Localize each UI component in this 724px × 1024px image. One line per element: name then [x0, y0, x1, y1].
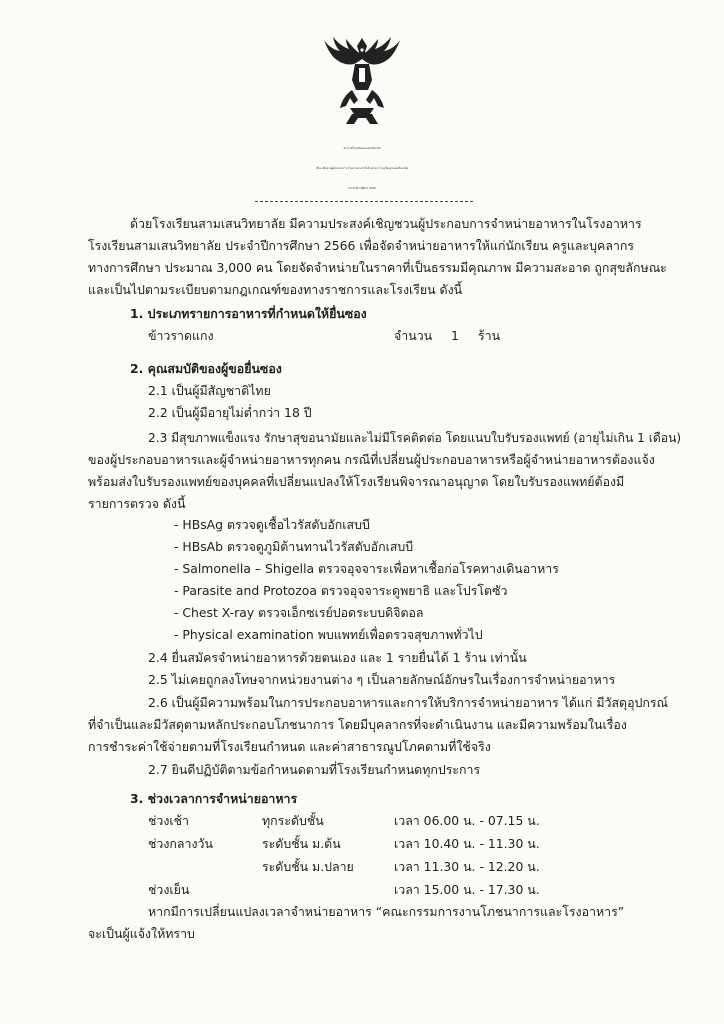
garuda-emblem-icon [322, 34, 402, 126]
schedule-period: ช่วงเช้า [148, 813, 190, 828]
qualification-item: 2.3 มีสุขภาพแข็งแรง รักษาสุขอนามัยและไม่มีโรคติดต่อ โดยแนบใบรับรองแพทย์ (อายุไม่เกิน 1 เดือน) [148, 431, 682, 445]
qualification-item: พร้อมส่งใบรับรองแพทย์ของบุคคลที่เปลี่ยนแปลงให้โรงเรียนพิจารณาอนุญาต โดยใบรับรองแพทย์ต้องมี [88, 474, 625, 489]
schedule-time: เวลา 10.40 น. - 11.30 น. [394, 836, 540, 851]
medical-test-item: - HBsAg ตรวจดูเชื้อไวรัสตับอักเสบบี [174, 517, 370, 532]
amount-value: 1 [451, 328, 459, 343]
qualification-item: ของผู้ประกอบอาหารและผู้จำหน่ายอาหารทุกคน กรณีที่เปลี่ยนผู้ประกอบอาหารหรือผู้จำหน่ายอาหารต้องแจ้ง [88, 452, 655, 467]
intro-line: ด้วยโรงเรียนสามเสนวิทยาลัย มีความประสงค์เชิญชวนผู้ประกอบการจำหน่ายอาหารในโรงอาหาร [130, 216, 642, 231]
academic-year: ประจำปีการศึกษา 2566 [348, 187, 376, 190]
medical-test-item: - Parasite and Protozoa ตรวจอุจจาระดูพยาธิ และโปรโตซัว [174, 583, 508, 598]
schedule-level: ระดับชั้น ม.ต้น [262, 836, 341, 851]
schedule-period: ช่วงเย็น [148, 882, 190, 897]
schedule-time: เวลา 15.00 น. - 17.30 น. [394, 882, 540, 897]
qualification-item: รายการตรวจ ดังนี้ [88, 496, 186, 511]
medical-test-item: - Physical examination พบแพทย์เพื่อตรวจสุขภาพทั่วไป [174, 627, 483, 642]
medical-test-item: - Chest X-ray ตรวจเอ็กซเรย์ปอดระบบดิจิตอล [174, 605, 424, 620]
schedule-level: ทุกระดับชั้น [262, 813, 324, 828]
amount-label: จำนวน [394, 328, 433, 343]
announcement-subject: เรื่อง เชิญชวนผู้ประกอบการ จำหน่ายอาหารในโรงอาหาร โรงเรียนสามเสนวิทยาลัย [315, 167, 409, 170]
schedule-note: หากมีการเปลี่ยนแปลงเวลาจำหน่ายอาหาร “คณะกรรมการงานโภชนาการและโรงอาหาร” [148, 904, 625, 919]
intro-line: โรงเรียนสามเสนวิทยาลัย ประจำปีการศึกษา 2566 เพื่อจัดจำหน่ายอาหารให้แก่นักเรียน ครูและบุคลากร [88, 238, 635, 253]
qualification-item: 2.5 ไม่เคยถูกลงโทษจากหน่วยงานต่าง ๆ เป็นลายลักษณ์อักษรในเรื่องการจำหน่ายอาหาร [148, 672, 616, 687]
food-item: ข้าวราดแกง [148, 328, 214, 343]
schedule-level: ระดับชั้น ม.ปลาย [262, 859, 354, 874]
intro-line: และเป็นไปตามระเบียบตามกฎเกณฑ์ของทางราชการและโรงเรียน ดังนี้ [88, 282, 463, 297]
qualification-item: ที่จำเป็นและมีวัสดุตามหลักประกอบโภชนาการ โดยมีบุคลากรที่จะดำเนินงาน และมีความพร้อมในเรื่อง [88, 717, 627, 732]
section3-heading: 3. ช่วงเวลาการจำหน่ายอาหาร [130, 791, 298, 806]
qualification-item: 2.2 เป็นผู้มีอายุไม่ต่ำกว่า 18 ปี [148, 405, 312, 420]
qualification-item: 2.1 เป็นผู้มีสัญชาติไทย [148, 383, 271, 398]
section2-heading: 2. คุณสมบัติของผู้ขอยื่นซอง [130, 361, 282, 376]
section1-heading: 1. ประเภทรายการอาหารที่กำหนดให้ยื่นซอง [130, 306, 367, 321]
schedule-note: จะเป็นผู้แจ้งให้ทราบ [88, 926, 195, 941]
schedule-time: เวลา 11.30 น. - 12.20 น. [394, 859, 540, 874]
medical-test-item: - HBsAb ตรวจดูภูมิต้านทานไวรัสตับอักเสบบี [174, 539, 414, 554]
qualification-item: 2.4 ยื่นสมัครจำหน่ายอาหารด้วยตนเอง และ 1 รายยื่นได้ 1 ร้าน เท่านั้น [148, 650, 527, 665]
schedule-period: ช่วงกลางวัน [148, 836, 213, 851]
qualification-item: การชำระค่าใช้จ่ายตามที่โรงเรียนกำหนด และค่าสาธารณูปโภคตามที่ใช้จริง [88, 739, 491, 754]
amount-unit: ร้าน [478, 328, 501, 343]
title-divider [255, 201, 473, 202]
schedule-time: เวลา 06.00 น. - 07.15 น. [394, 813, 540, 828]
qualification-item: 2.6 เป็นผู้มีความพร้อมในการประกอบอาหารและการให้บริการจำหน่ายอาหาร ได้แก่ มีวัสดุอุปกรณ์ [148, 695, 669, 710]
intro-line: ทางการศึกษา ประมาณ 3,000 คน โดยจัดจำหน่ายในราคาที่เป็นธรรมมีคุณภาพ มีความสะอาด ถูกสุขลักษณะ [88, 260, 667, 275]
qualification-item: 2.7 ยินดีปฏิบัติตามข้อกำหนดตามที่โรงเรียนกำหนดทุกประการ [148, 762, 481, 777]
announcement-title: ประกาศโรงเรียนสามเสนวิทยาลัย [343, 147, 381, 150]
medical-test-item: - Salmonella – Shigella ตรวจอุจจาระเพื่อหาเชื้อก่อโรคทางเดินอาหาร [174, 561, 559, 576]
